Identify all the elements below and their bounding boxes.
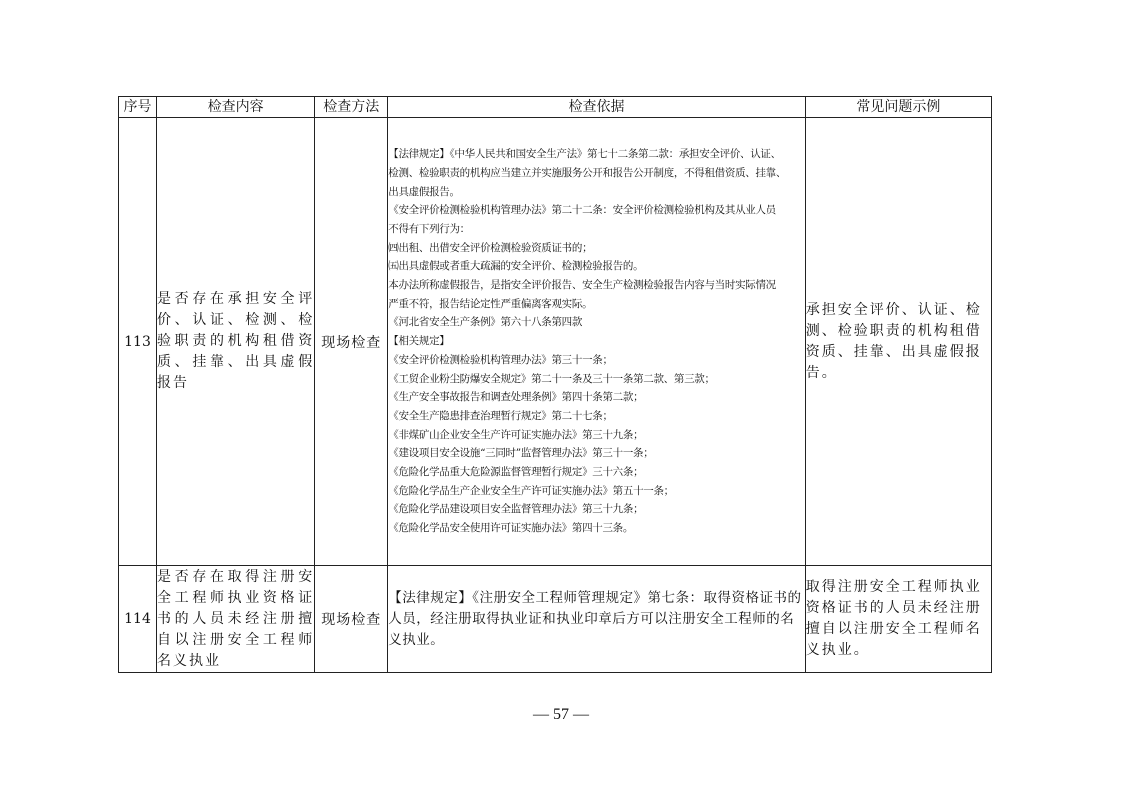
- inspection-method: 现场检查: [315, 118, 388, 566]
- basis-text: 【法律规定】《注册安全工程师管理规定》第七条：取得资格证书的人员，经注册取得执业证和执业印章后方可以注册安全工程师的名义执业。: [388, 589, 802, 648]
- serial-number: 114: [119, 566, 157, 673]
- basis-line: 《工贸企业粉尘防爆安全规定》第二十一条及三十一条第二款、第三款；: [388, 372, 715, 385]
- header-inspection-basis: 检查依据: [388, 97, 805, 118]
- basis-line: 《安全生产隐患排查治理暂行规定》第二十七条；: [388, 409, 613, 422]
- basis-line-list: [388, 145, 804, 538]
- page-number: — 57 —: [533, 706, 589, 723]
- table-row: [119, 118, 992, 566]
- table-row: [119, 566, 992, 673]
- inspection-basis: [388, 118, 805, 566]
- basis-line: 《安全评价检测检验机构管理办法》第三十一条；: [388, 353, 613, 366]
- inspection-content: 是否存在承担安全评价、认证、检测、检验职责的机构租借资质、挂靠、出具虚假报告: [157, 118, 315, 566]
- basis-line: 检测、检验职责的机构应当建立并实施服务公开和报告公开制度，不得租借资质、挂靠、: [388, 166, 787, 179]
- inspection-basis: [388, 566, 805, 673]
- basis-line: 【相关规定】: [388, 335, 450, 348]
- basis-line: 《非煤矿山企业安全生产许可证实施办法》第三十九条；: [388, 428, 644, 441]
- inspection-content: 是否存在取得注册安全工程师执业资格证书的人员未经注册擅自以注册安全工程师名义执业: [157, 566, 315, 673]
- header-serial-number: 序号: [119, 97, 157, 118]
- inspection-method: 现场检查: [315, 566, 388, 673]
- common-issue: 取得注册安全工程师执业资格证书的人员未经注册擅自以注册安全工程师名义执业。: [805, 566, 991, 673]
- basis-line: 出具虚假报告。: [388, 185, 460, 198]
- serial-number: 113: [119, 118, 157, 566]
- header-inspection-content: 检查内容: [157, 97, 315, 118]
- basis-line: ㈤出具虚假或者重大疏漏的安全评价、检测检验报告的。: [388, 260, 644, 273]
- basis-line: 《危险化学品安全使用许可证实施办法》第四十三条。: [388, 522, 634, 535]
- header-common-issues: 常见问题示例: [805, 97, 991, 118]
- header-inspection-method: 检查方法: [315, 97, 388, 118]
- basis-line: 不得有下列行为：: [388, 222, 470, 235]
- basis-line: 严重不符，报告结论定性严重偏离客观实际。: [388, 297, 593, 310]
- basis-line: ㈣出租、出借安全评价检测检验资质证书的；: [388, 241, 593, 254]
- header-row: [119, 97, 992, 118]
- inspection-table: [118, 96, 992, 673]
- basis-line: 《生产安全事故报告和调查处理条例》第四十条第二款；: [388, 391, 644, 404]
- basis-line: 《河北省安全生产条例》第六十八条第四款: [388, 316, 583, 329]
- basis-line: 《建设项目安全设施“三同时”监督管理办法》第三十一条；: [388, 447, 654, 460]
- basis-line: 本办法所称虚假报告，是指安全评价报告、安全生产检测检验报告内容与当时实际情况: [388, 279, 776, 292]
- basis-line: 《危险化学品建设项目安全监督管理办法》第三十九条；: [388, 503, 644, 516]
- basis-line: 【法律规定】《中华人民共和国安全生产法》第七十二条第二款：承担安全评价、认证、: [388, 148, 781, 161]
- basis-line: 《危险化学品生产企业安全生产许可证实施办法》第五十一条；: [388, 484, 674, 497]
- common-issue: 承担安全评价、认证、检测、检验职责的机构租借资质、挂靠、出具虚假报告。: [805, 118, 991, 566]
- basis-line: 《安全评价检测检验机构管理办法》第二十二条：安全评价检测检验机构及其从业人员: [388, 204, 776, 217]
- basis-line: 《危险化学品重大危险源监督管理暂行规定》三十六条；: [388, 466, 644, 479]
